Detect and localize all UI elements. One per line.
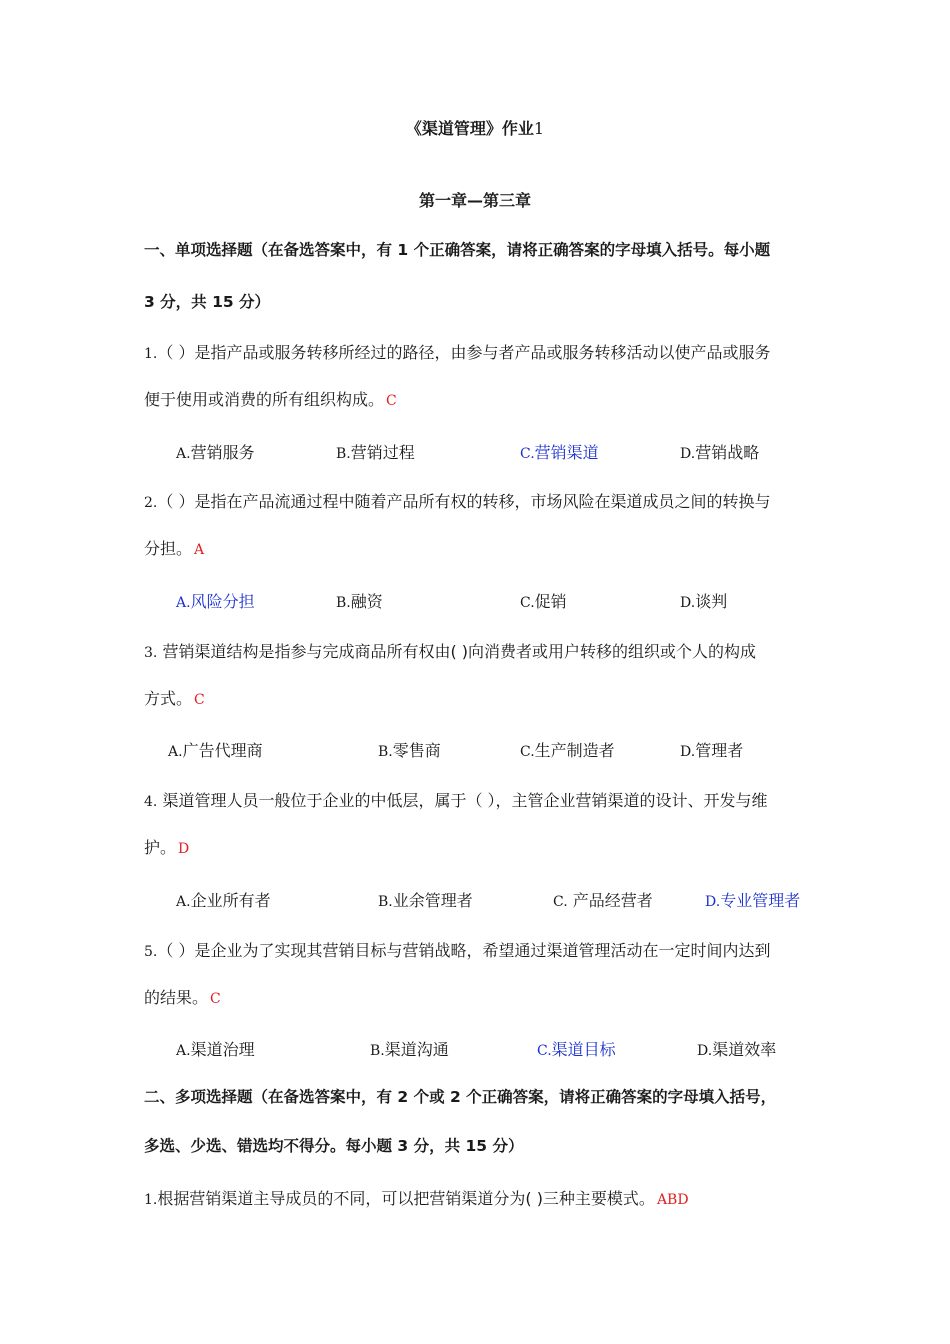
title-number: 1 [533,119,545,138]
question-text: （ ）是企业为了实现其营销目标与营销战略，希望通过渠道管理活动在一定时间内达到 [157,941,771,960]
section2-heading-line2: 多选、少选、错选均不得分。每小题 3 分，共 15 分） [144,1137,524,1155]
option-a: A.企业所有者 [176,891,271,910]
question-1-line1 [144,340,770,363]
option-a-correct: A.风险分担 [176,592,255,611]
option-a: A.营销服务 [176,443,255,462]
option-c: C. 产品经营者 [553,891,653,910]
question-text: （ ）是指在产品流通过程中随着产品所有权的转移，市场风险在渠道成员之间的转换与 [157,492,771,511]
question-text: 便于使用或消费的所有组织构成。 [144,390,385,409]
option-b: B.融资 [336,592,383,611]
question-text: 渠道管理人员一般位于企业的中低层，属于（ ），主管企业营销渠道的设计、开发与维 [157,791,768,810]
section2-heading-line1: 二、多项选择题（在备选答案中，有 2 个或 2 个正确答案，请将正确答案的字母填入括号， [144,1088,777,1106]
question-5-line1 [144,938,770,961]
answer-key: D [178,841,190,857]
option-c: C.生产制造者 [520,741,615,760]
answer-key: A [194,542,205,558]
answer-key: C [194,692,205,708]
question-3-line1 [144,639,756,662]
option-d: D.营销战略 [680,443,760,462]
question-text: 根据营销渠道主导成员的不同，可以把营销渠道分为( )三种主要模式。 [157,1189,655,1208]
question-2-line1 [144,489,770,512]
option-d-correct: D.专业管理者 [705,891,801,910]
answer-key: C [386,393,397,409]
option-d: D.管理者 [680,741,744,760]
option-b: B.渠道沟通 [370,1040,449,1059]
document-title [0,116,950,139]
multi-question-1 [144,1186,689,1209]
option-c-correct: C.营销渠道 [520,443,599,462]
question-number: 1. [144,346,158,362]
question-number: 5. [144,944,158,960]
question-text: 营销渠道结构是指参与完成商品所有权由( )向消费者或用户转移的组织或个人的构成 [157,642,757,661]
question-text: 分担。 [144,539,193,558]
answer-key: ABD [656,1192,689,1208]
option-b: B.业余管理者 [378,891,473,910]
answer-key: C [210,991,221,1007]
question-text: （ ）是指产品或服务转移所经过的路径，由参与者产品或服务转移活动以使产品或服务 [157,343,771,362]
question-number: 4. [144,794,158,810]
title-text: 《渠道管理》作业 [405,119,534,138]
option-d: D.渠道效率 [697,1040,777,1059]
option-b: B.营销过程 [336,443,415,462]
option-b: B.零售商 [378,741,441,760]
question-1-line2 [144,387,397,410]
option-d: D.谈判 [680,592,728,611]
question-number: 1. [144,1192,158,1208]
question-text: 的结果。 [144,988,209,1007]
question-text: 方式。 [144,689,193,708]
chapter-subtitle: 第一章—第三章 [418,191,531,210]
question-number: 3. [144,645,158,661]
option-a: A.渠道治理 [176,1040,255,1059]
question-4-line2 [144,835,189,858]
section1-heading-line1: 一、单项选择题（在备选答案中，有 1 个正确答案，请将正确答案的字母填入括号。每小题 [144,241,771,259]
option-c: C.促销 [520,592,567,611]
question-3-line2 [144,686,205,709]
question-number: 2. [144,495,158,511]
question-5-line2 [144,985,221,1008]
option-c-correct: C.渠道目标 [537,1040,616,1059]
section1-heading-line2: 3 分，共 15 分） [144,293,271,311]
question-4-line1 [144,788,768,811]
question-text: 护。 [144,838,177,857]
option-a: A.广告代理商 [168,741,263,760]
question-2-line2 [144,536,204,559]
